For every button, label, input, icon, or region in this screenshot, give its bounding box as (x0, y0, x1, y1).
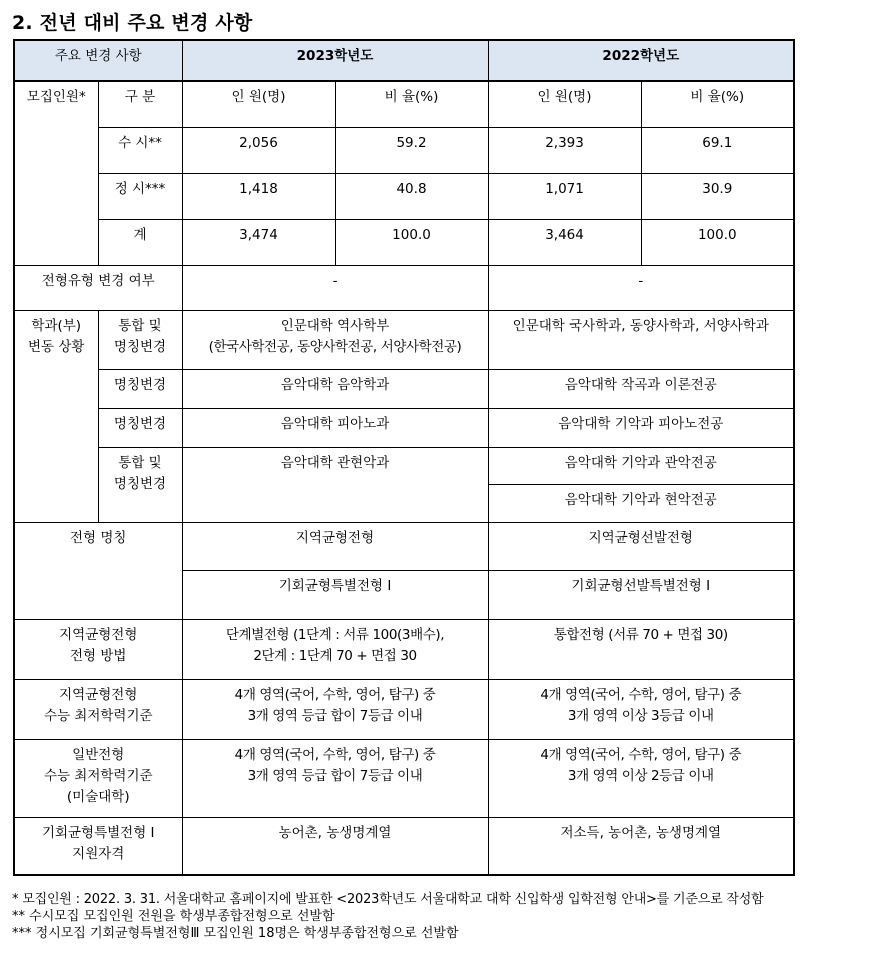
change-type-cell: 통합 및 명칭변경 (98, 310, 182, 369)
count-2022-header: 인 원(명) (488, 81, 641, 127)
opportunity-eligibility-2023: 농어촌, 농생명계열 (182, 817, 488, 875)
table-header-row (14, 40, 794, 81)
count-2022-cell: 3,464 (488, 219, 641, 265)
opportunity-eligibility-2022: 저소득, 농어촌, 농생명계열 (488, 817, 794, 875)
count-2023-cell: 1,418 (182, 173, 335, 219)
table-row (14, 679, 794, 739)
category-header: 구 분 (98, 81, 182, 127)
admission-type-change-label: 전형유형 변경 여부 (14, 265, 182, 310)
department-2023-cell: 음악대학 음악학과 (182, 369, 488, 408)
category-cell: 수 시** (98, 127, 182, 173)
count-2023-cell: 2,056 (182, 127, 335, 173)
general-csat-label: 일반전형 수능 최저학력기준 (미술대학) (14, 739, 182, 817)
department-2022-cell: 음악대학 기악과 피아노전공 (488, 408, 794, 447)
table-row (14, 447, 794, 484)
count-2023-header: 인 원(명) (182, 81, 335, 127)
department-change-label: 학과(부) 변동 상황 (14, 310, 98, 522)
table-row (14, 817, 794, 875)
footnote: *** 정시모집 기회균형특별전형Ⅲ 모집인원 18명은 학생부종합전형으로 선발함 (12, 926, 459, 941)
footnotes (12, 891, 763, 942)
table-row (14, 219, 794, 265)
general-csat-2022: 4개 영역(국어, 수학, 영어, 탐구) 중 3개 영역 이상 2등급 이내 (488, 739, 794, 817)
table-row (14, 369, 794, 408)
department-2022-cell: 음악대학 기악과 관악전공 (488, 447, 794, 484)
ratio-2023-header: 비 율(%) (335, 81, 488, 127)
department-2023-cell: 음악대학 피아노과 (182, 408, 488, 447)
header-2023: 2023학년도 (182, 40, 488, 81)
table-row (14, 408, 794, 447)
ratio-2022-cell: 69.1 (641, 127, 794, 173)
admission-type-change-2022: - (488, 265, 794, 310)
department-2022-cell: 인문대학 국사학과, 동양사학과, 서양사학과 (488, 310, 794, 369)
ratio-2022-cell: 30.9 (641, 173, 794, 219)
change-type-cell: 명칭변경 (98, 408, 182, 447)
admission-name-2022: 지역균형선발전형 (488, 522, 794, 570)
regional-csat-2022: 4개 영역(국어, 수학, 영어, 탐구) 중 3개 영역 이상 3등급 이내 (488, 679, 794, 739)
footnote: ** 수시모집 모집인원 전원을 학생부종합전형으로 선발함 (12, 909, 335, 924)
ratio-2023-cell: 100.0 (335, 219, 488, 265)
count-2022-cell: 1,071 (488, 173, 641, 219)
section-title: 2. 전년 대비 주요 변경 사항 (12, 12, 253, 34)
category-cell: 정 시*** (98, 173, 182, 219)
count-2022-cell: 2,393 (488, 127, 641, 173)
admission-type-change-2023: - (182, 265, 488, 310)
ratio-2022-header: 비 율(%) (641, 81, 794, 127)
department-2022-cell: 음악대학 기악과 현악전공 (488, 484, 794, 522)
regional-method-2022: 통합전형 (서류 70 + 면접 30) (488, 619, 794, 679)
header-main-changes: 주요 변경 사항 (14, 40, 182, 81)
opportunity-eligibility-label: 기회균형특별전형 Ⅰ 지원자격 (14, 817, 182, 875)
admission-name-2022: 기회균형선발특별전형 Ⅰ (488, 570, 794, 619)
admission-name-label: 전형 명칭 (14, 522, 182, 619)
regional-csat-2023: 4개 영역(국어, 수학, 영어, 탐구) 중 3개 영역 등급 합이 7등급 이내 (182, 679, 488, 739)
count-2023-cell: 3,474 (182, 219, 335, 265)
table-row (14, 310, 794, 369)
ratio-2023-cell: 40.8 (335, 173, 488, 219)
ratio-2023-cell: 59.2 (335, 127, 488, 173)
change-type-cell: 통합 및 명칭변경 (98, 447, 182, 522)
footnote: * 모집인원 : 2022. 3. 31. 서울대학교 홈페이지에 발표한 <2023학년도 서울대학교 대학 신입학생 입학전형 안내>를 기준으로 작성함 (12, 892, 764, 907)
table-row (14, 619, 794, 679)
ratio-2022-cell: 100.0 (641, 219, 794, 265)
table-row (14, 522, 794, 570)
header-2022: 2022학년도 (488, 40, 794, 81)
regional-csat-label: 지역균형전형 수능 최저학력기준 (14, 679, 182, 739)
change-type-cell: 명칭변경 (98, 369, 182, 408)
regional-method-label: 지역균형전형 전형 방법 (14, 619, 182, 679)
table-row (14, 265, 794, 310)
table-row (14, 81, 794, 127)
department-2023-cell: 인문대학 역사학부 (한국사학전공, 동양사학전공, 서양사학전공) (182, 310, 488, 369)
table-row (14, 173, 794, 219)
table-row (14, 739, 794, 817)
department-2023-cell: 음악대학 관현악과 (182, 447, 488, 522)
category-cell: 계 (98, 219, 182, 265)
recruitment-label: 모집인원* (14, 81, 98, 265)
general-csat-2023: 4개 영역(국어, 수학, 영어, 탐구) 중 3개 영역 등급 합이 7등급 이내 (182, 739, 488, 817)
regional-method-2023: 단계별전형 (1단계 : 서류 100(3배수), 2단계 : 1단계 70 + 면접 30 (182, 619, 488, 679)
department-2022-cell: 음악대학 작곡과 이론전공 (488, 369, 794, 408)
table-row (14, 127, 794, 173)
comparison-table (13, 39, 795, 876)
admission-name-2023: 지역균형전형 (182, 522, 488, 570)
admission-name-2023: 기회균형특별전형 Ⅰ (182, 570, 488, 619)
